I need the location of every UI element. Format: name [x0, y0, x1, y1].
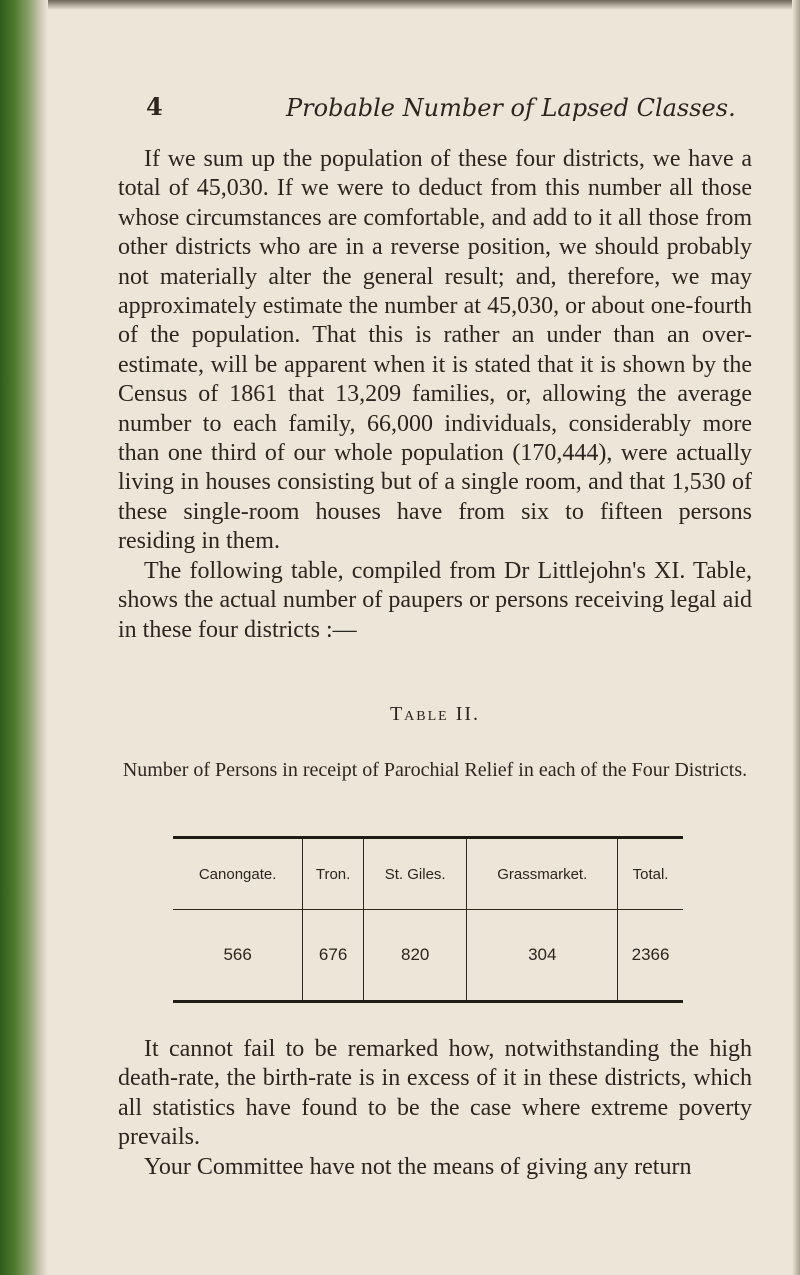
page-edge: [792, 0, 800, 1275]
table-label: Table II.: [389, 703, 481, 725]
column-header-grassmarket: Grassmarket.: [467, 838, 618, 910]
cell-grassmarket: 304: [467, 910, 618, 1002]
column-header-tron: Tron.: [303, 838, 364, 910]
table-row: [173, 910, 683, 1002]
cell-tron: 676: [303, 910, 364, 1002]
page-top-shadow: [48, 0, 800, 10]
paragraph-table-intro: The following table, compiled from Dr Littlejohn's XI. Table, shows the actual number of paupers or persons receiving legal aid in these four districts :—: [118, 557, 752, 643]
book-spine-gutter: [0, 0, 48, 1275]
parochial-relief-table: [173, 836, 683, 1003]
column-header-total: Total.: [618, 838, 683, 910]
paragraph-population: If we sum up the population of these four districts, we have a total of 45,030. If we were to deduct from this number all those whose circumstances are comfortable, and add to it all those from other districts who are in a reverse position, we should probably not materially alter the general result; and, therefore, we may approximately estimate the number at 45,030, or about one-fourth of the population. That this is rather an under than an over-estimate, will be apparent when it is stated that it is shown by the Census of 1861 that 13,209 families, or, allowing the average number to each family, 66,000 individuals, considerably more than one third of our whole population (170,444), were actually living in houses consisting but of a single room, and that 1,530 of these single-room houses have from six to fifteen persons residing in them.: [118, 146, 752, 555]
page-header: [146, 92, 736, 128]
paragraph-committee: Your Committee have not the means of giving any return: [144, 1153, 692, 1180]
column-header-canongate: Canongate.: [173, 838, 303, 910]
column-header-st-giles: St. Giles.: [363, 838, 466, 910]
body-section-intro: [118, 145, 752, 645]
page-number: 4: [146, 92, 163, 121]
table-description: Number of Persons in receipt of Parochial Relief in each of the Four Districts.: [122, 759, 748, 781]
cell-canongate: 566: [173, 910, 303, 1002]
cell-st-giles: 820: [363, 910, 466, 1002]
body-section-conclusion: [118, 1035, 752, 1182]
running-title: Probable Number of Lapsed Classes.: [286, 94, 736, 122]
table-header-row: [173, 838, 683, 910]
paragraph-birth-rate: It cannot fail to be remarked how, notwithstanding the high death-rate, the birth-rate is in excess of it in these districts, which all statistics have found to be the case where extreme poverty prevails.: [118, 1036, 752, 1151]
cell-total: 2366: [618, 910, 683, 1002]
